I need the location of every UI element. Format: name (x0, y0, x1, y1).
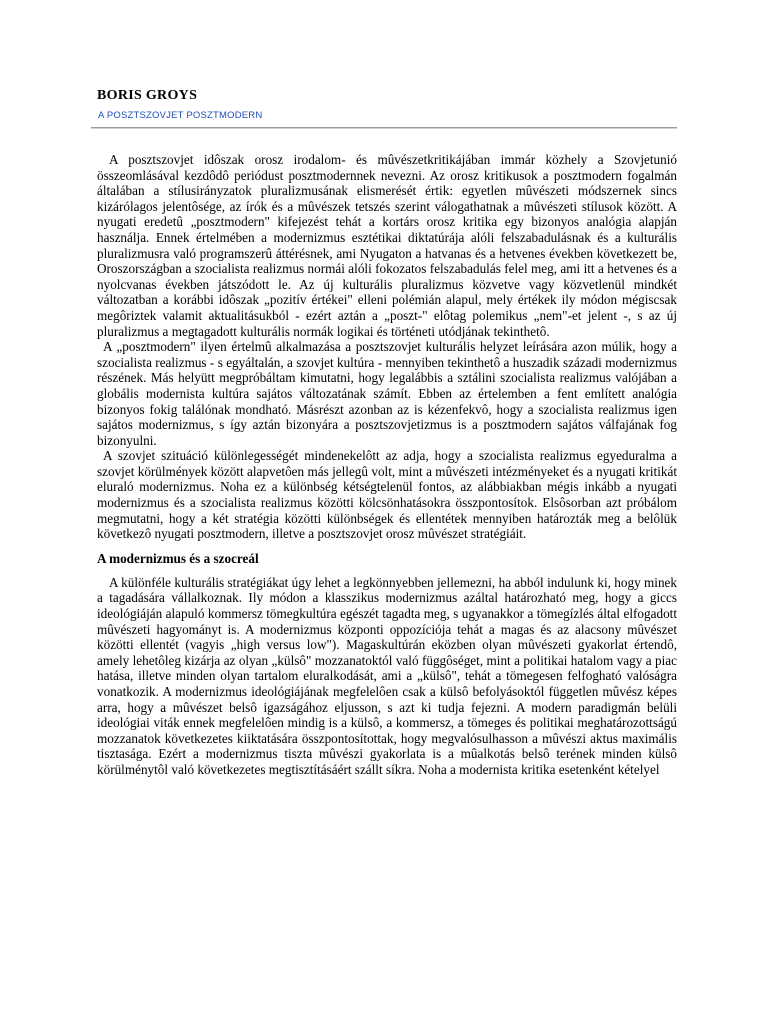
article-title: A POSZTSZOVJET POSZTMODERN (98, 110, 263, 121)
section-heading: A modernizmus és a szocreál (97, 550, 259, 566)
header-divider (91, 127, 677, 129)
paragraph-2: A „posztmodern" ilyen értelmû alkalmazása a posztszovjet kulturális helyzet leírására azon múlik, hogy a szocialista realizmus - s egyáltalán, a szovjet kultúra - mennyiben tekinthetô a huszadik századi modernizmus részének. Más helyütt megpróbáltam kimutatni, hogy legalábbis a sztálini szocialista realizmus valójában a globális modernista kultúra sajátos változatának számít. Ebben az értelemben a fent említett analógia bizonyos fokig találónak mondható. Másrészt azonban az is kézenfekvô, hogy a szocialista realizmus igen sajátos modernizmus, s így aztán bizonyára a posztszovjetizmus is a posztmodern sajátos válfajának fog bizonyulni. (97, 339, 677, 448)
article-body (97, 152, 677, 778)
author-name: BORIS GROYS (97, 88, 198, 103)
paragraph-1: A posztszovjet idôszak orosz irodalom- és mûvészetkritikájában immár közhely a Szovjetunió összeomlásával kezdôdô periódust posztmodernnek nevezni. Az orosz kritikusok a posztmodern fogalmán általában a stílusirányzatok pluralizmusának elismerését értik: egyetlen mûvészeti módszernek sincs kizárólagos jelentôsége, az írók és a mûvészek tetszés szerint válogathatnak a mûvészeti stílusok között. A nyugati eredetû „posztmodern" kifejezést tehát a kortárs orosz kritika egy bizonyos analógia alapján használja. Ennek értelmében a modernizmus esztétikai diktatúrája alóli felszabadulásnak és a kulturális pluralizmusra való programszerû áttérésnek, ami Nyugaton a hatvanas és a hetvenes években következett be, Oroszországban a szocialista realizmus normái alóli fokozatos felszabadulás felel meg, ami itt a hetvenes és a nyolcvanas években játszódott le. Az új kulturális pluralizmus közvetve vagy közvetlenül mindkét változatban a korábbi idôszak „pozitív értékei" elleni polémián alapul, mely értékek ily módon mégiscsak megôriztek valamit aktualitásukból - ezért aztán a „poszt-" elôtag polemikus „nem"-et jelent -, s az új pluralizmus a megtagadott kulturális normák logikai és történeti utódjának tekinthetô. (97, 152, 677, 339)
paragraph-3: A szovjet szituáció különlegességét mindenekelôtt az adja, hogy a szocialista realizmus egyeduralma a szovjet körülmények között alapvetôen más jellegû volt, mint a mûvészeti intézményeket és a nyugati kritikát eluraló modernizmus. Noha ez a különbség kétségtelenül fontos, az alábbiakban mégis inkább a nyugati modernizmus és a szocialista realizmus közötti kölcsönhatásokra összpontosítok. Elsôsorban azt próbálom megmutatni, hogy a két stratégia közötti különbségek és ellentétek mennyiben határozták meg a belôlük következô nyugati posztmodern, illetve a posztszovjet orosz mûvészet stratégiáit. (97, 448, 677, 542)
section-paragraph: A különféle kulturális stratégiákat úgy lehet a legkönnyebben jellemezni, ha abból indulunk ki, hogy minek a tagadására vállalkoznak. Ily módon a klasszikus modernizmus azáltal határozható meg, hogy a giccs ideológiáján alapuló kommersz tömegkultúra egészét tagadta meg, s ugyanakkor a tömegízlés által elfogadott mûvészeti hagyományt is. A modernizmus központi oppozíciója tehát a magas és az alacsony mûvészet közötti ellentét (vagyis „high versus low"). Magaskultúrán eközben olyan mûvészeti gyakorlat értendô, amely lehetôleg kizárja az olyan „külsô" mozzanatoktól való függôséget, mint a politikai hatalom vagy a piac hatása, illetve minden olyan tartalom eluralkodását, ami a „külsô", tehát a tömegesen felfogható valóságra vonatkozik. A modernizmus ideológiájának megfelelôen csak a külsô befolyásoktól független mûvész képes arra, hogy a mûvészet belsô igazságához eljusson, s azt ki tudja fejezni. A modern paradigmán belüli ideológiai viták ennek megfelelôen mindig is a külsô, a kommersz, a tömeges és politikai meghatározottságú mozzanatok következetes kiiktatására összpontosítottak, hogy megvalósulhasson a mûvészi aktus maximális tisztasága. Ezért a modernizmus tiszta mûvészi gyakorlata is a mûalkotás belsô terének minden külsô körülménytôl való következetes megtisztításáért szállt síkra. Noha a modernista kritika esetenként kételyel (97, 574, 677, 777)
document-page (97, 88, 677, 778)
